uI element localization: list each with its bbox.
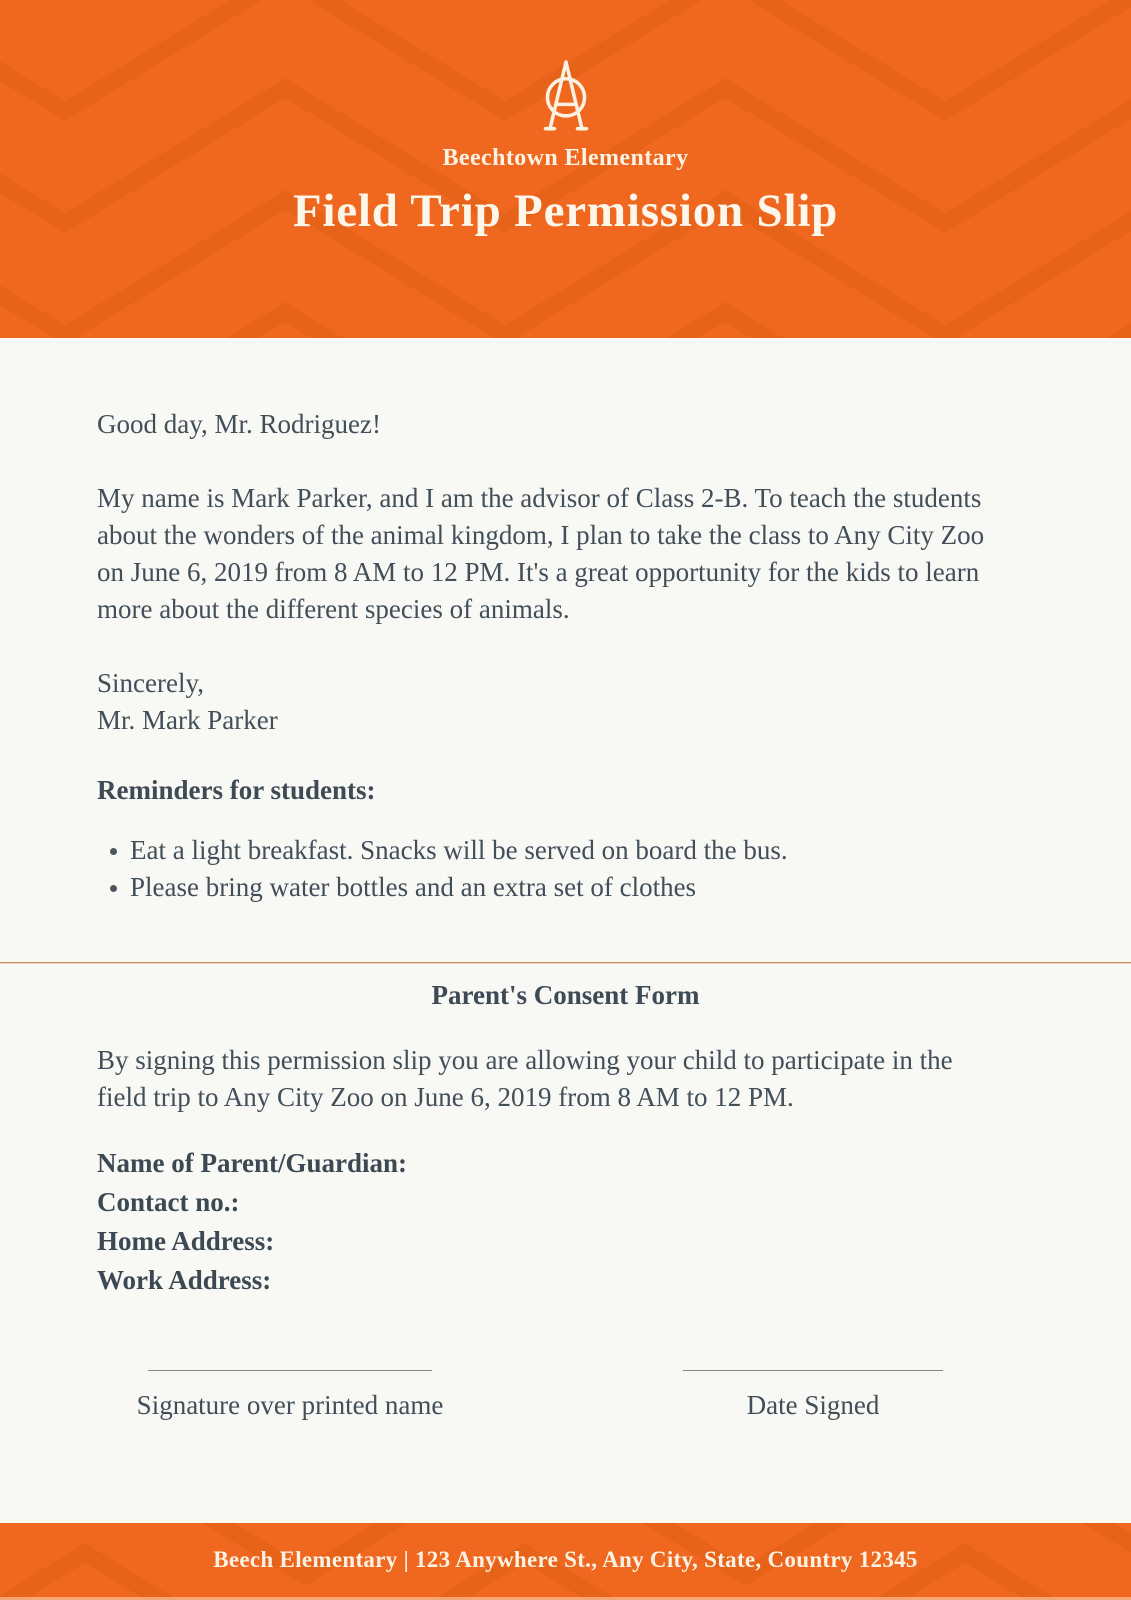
field-label-home-address: Home Address: bbox=[97, 1226, 275, 1256]
closing-block bbox=[97, 665, 1034, 739]
field-label-parent-name: Name of Parent/Guardian: bbox=[97, 1148, 407, 1178]
closing-text: Sincerely, bbox=[97, 668, 204, 698]
section-divider bbox=[0, 962, 1131, 964]
letter-a-monogram-icon bbox=[534, 60, 598, 134]
signature-line bbox=[148, 1370, 432, 1371]
consent-body-text: By signing this permission slip you are allowing your child to participate in the field trip to Any City Zoo on June 6, 2019 from 8 AM to 12 PM. bbox=[97, 1045, 953, 1112]
school-logo bbox=[0, 60, 1131, 139]
page-title: Field Trip Permission Slip bbox=[292, 185, 839, 237]
letter-content bbox=[0, 338, 1131, 1424]
greeting-text: Good day, Mr. Rodriguez! bbox=[97, 409, 381, 439]
signature-block bbox=[105, 1370, 475, 1424]
letter-body-text: My name is Mark Parker, and I am the advisor of Class 2-B. To teach the students about the wonders of the animal kingdom, I plan to take the class to Any City Zoo on June 6, 2019 from 8 AM to 12 PM. It's a great opportunity for the kids to learn more about the different species of animals. bbox=[97, 483, 985, 624]
consent-fields bbox=[97, 1144, 1034, 1300]
date-signed-block bbox=[663, 1370, 963, 1424]
sender-name: Mr. Mark Parker bbox=[97, 705, 278, 735]
reminders-heading: Reminders for students: bbox=[97, 775, 376, 805]
school-name: Beechtown Elementary bbox=[442, 145, 689, 171]
signature-row bbox=[97, 1370, 1034, 1424]
consent-form-heading: Parent's Consent Form bbox=[431, 980, 700, 1010]
header-banner bbox=[0, 0, 1131, 338]
reminder-item: Please bring water bottles and an extra set of clothes bbox=[97, 869, 1007, 906]
field-label-work-address: Work Address: bbox=[97, 1265, 272, 1295]
signature-label: Signature over printed name bbox=[136, 1390, 444, 1420]
footer-address: Beech Elementary | 123 Anywhere St., Any City, State, Country 12345 bbox=[213, 1547, 918, 1572]
field-label-contact-no: Contact no.: bbox=[97, 1187, 240, 1217]
footer-banner bbox=[0, 1523, 1131, 1600]
reminder-item: Eat a light breakfast. Snacks will be served on board the bus. bbox=[97, 832, 1007, 869]
date-line bbox=[683, 1370, 943, 1371]
date-signed-label: Date Signed bbox=[746, 1390, 880, 1420]
reminders-list bbox=[97, 832, 1034, 906]
